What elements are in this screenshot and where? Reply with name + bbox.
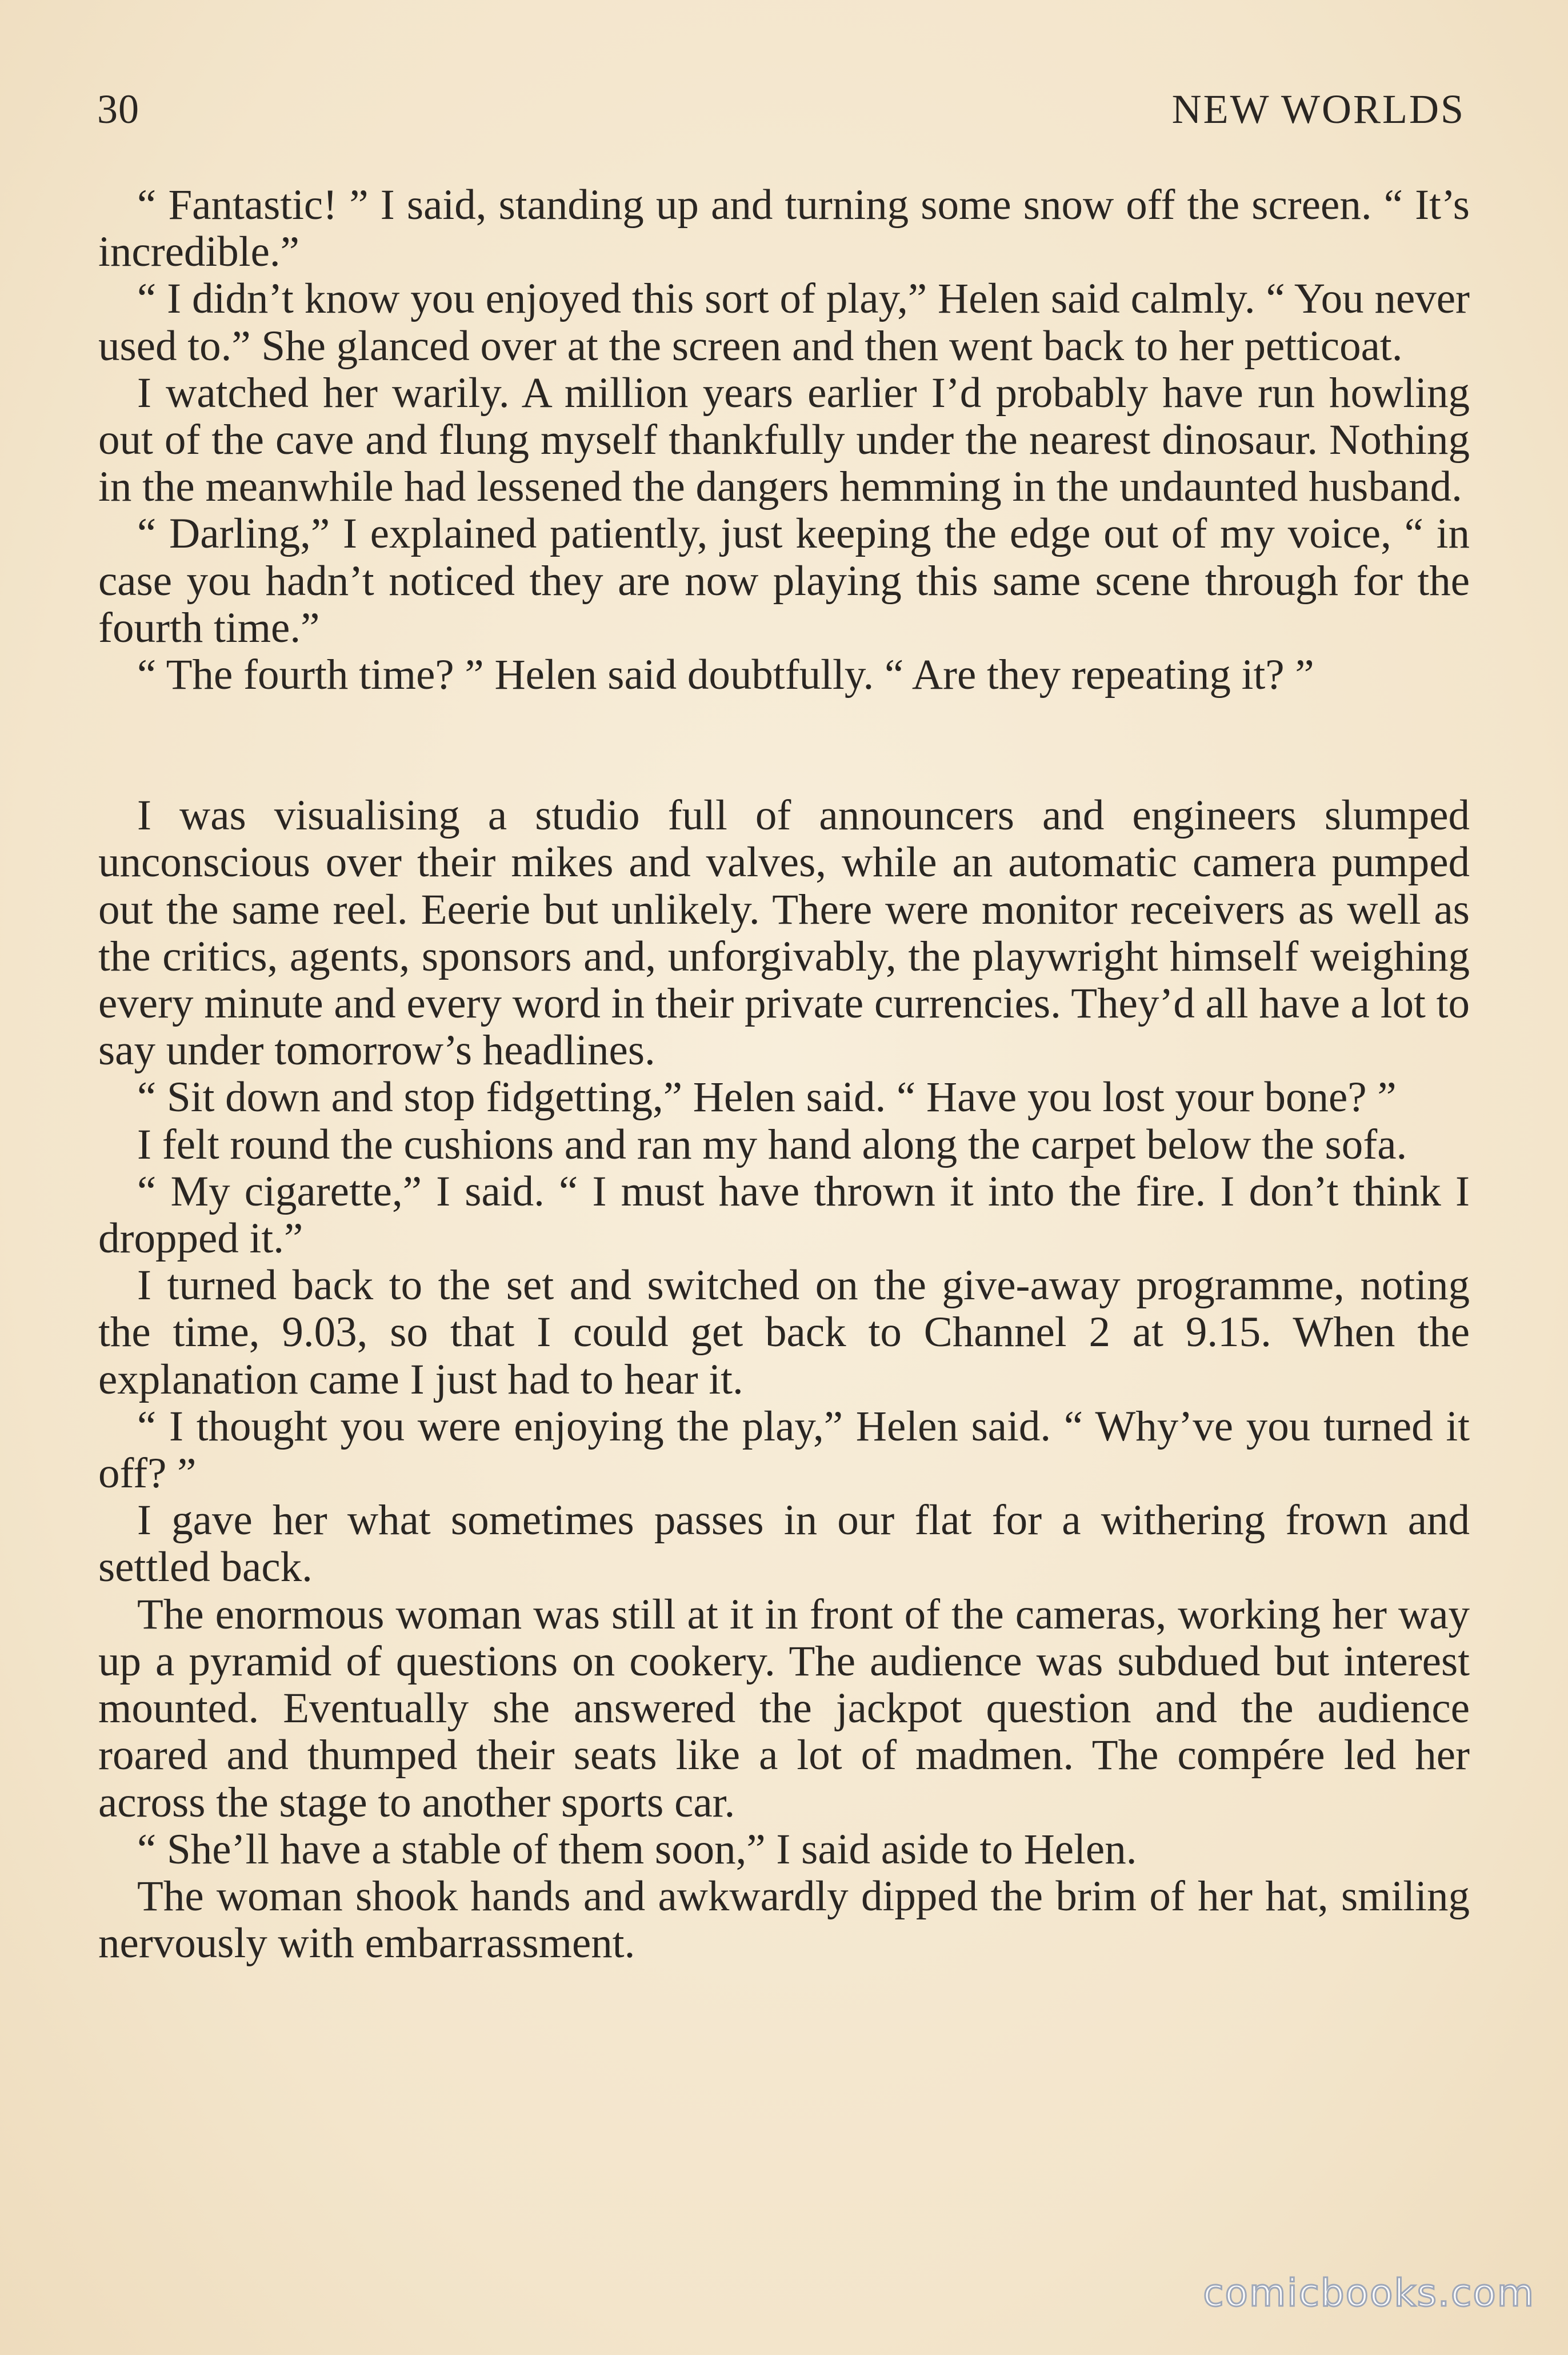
running-head: NEW WORLDS <box>1171 86 1465 132</box>
page-header <box>97 86 1465 143</box>
paragraph: The woman shook hands and awkwardly dipped the brim of her hat, smiling nervously with embarrassment. <box>98 1872 1470 1967</box>
paragraph: “ I thought you were enjoying the play,” Helen said. “ Why’ve you turned it off? ” <box>98 1402 1470 1498</box>
paragraph: I gave her what sometimes passes in our flat for a withering frown and settled back. <box>98 1496 1470 1591</box>
paragraph: “ Darling,” I explained patiently, just keeping the edge out of my voice, “ in case you hadn’t noticed they are now playing this same scene through for the fourth time.” <box>98 510 1470 652</box>
paragraph: “ I didn’t know you enjoyed this sort of play,” Helen said calmly. “ You never used to.” She glanced over at the screen and then went back to her petticoat. <box>98 275 1470 370</box>
paragraph: The enormous woman was still at it in front of the cameras, working her way up a pyramid of questions on cookery. The audience was subdued but interest mounted. Eventually she answered the jackpot question and the audience roared and thumped their seats like a lot of madmen. The compére led her across the stage to another sports car. <box>98 1590 1470 1826</box>
paragraph: “ My cigarette,” I said. “ I must have thrown it into the fire. I don’t think I dropped it.” <box>98 1167 1470 1263</box>
watermark: comicbooks.com <box>1203 2271 1535 2315</box>
paragraph: I watched her warily. A million years earlier I’d probably have run howling out of the cave and flung myself thankfully under the nearest dinosaur. Nothing in the meanwhile had lessened the dangers hemming in the undaunted husband. <box>98 369 1470 511</box>
paragraph: “ She’ll have a stable of them soon,” I said aside to Helen. <box>137 1825 1137 1873</box>
paragraph: “ Sit down and stop fidgetting,” Helen said. “ Have you lost your bone? ” <box>137 1073 1397 1121</box>
paragraph: I turned back to the set and switched on the give-away programme, noting the time, 9.03, so that I could get back to Channel 2 at 9.15. When the explanation came I just had to hear it. <box>98 1262 1470 1403</box>
paragraph: “ Fantastic! ” I said, standing up and turning some snow off the screen. “ It’s incredible.” <box>98 181 1470 276</box>
body-text <box>98 182 1470 1967</box>
paragraph: “ The fourth time? ” Helen said doubtfully. “ Are they repeating it? ” <box>137 651 1314 699</box>
page-number: 30 <box>97 86 139 132</box>
paragraph: I was visualising a studio full of announcers and engineers slumped unconscious over their mikes and valves, while an automatic camera pumped out the same reel. Eeerie but unlikely. There were monitor receivers as well as the critics, agents, sponsors and, unforgivably, the playwright himself weighing every minute and every word in their private currencies. They’d all have a lot to say under tomorrow’s headlines. <box>98 792 1470 1075</box>
paragraph: I felt round the cushions and ran my hand along the carpet below the sofa. <box>137 1120 1407 1168</box>
